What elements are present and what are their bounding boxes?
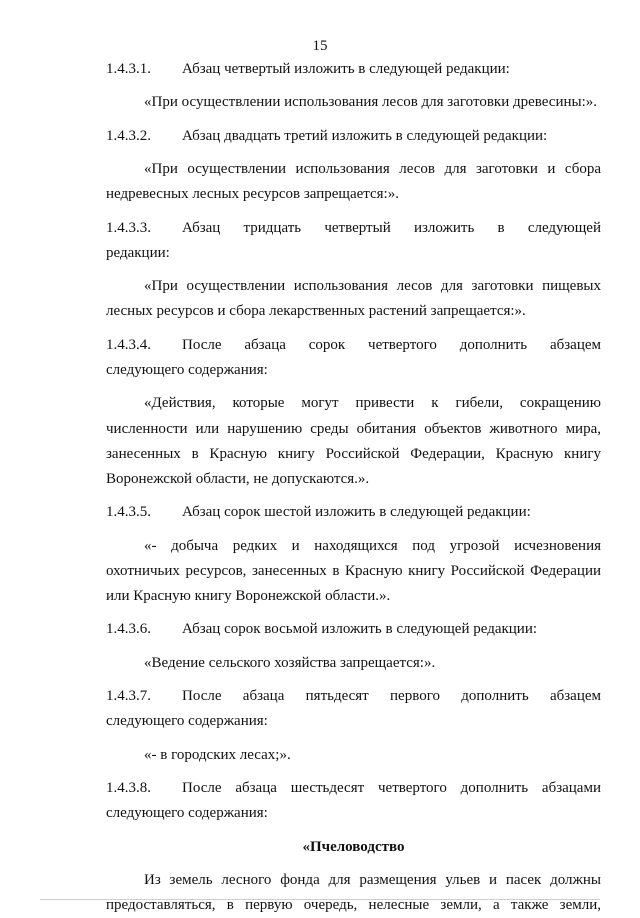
clause-1-4-3-5 bbox=[106, 500, 601, 525]
clause-continuation: редакции: bbox=[106, 244, 170, 261]
section-heading: «Пчеловодство bbox=[302, 838, 405, 855]
document-body bbox=[106, 57, 601, 918]
body-paragraph-line: предоставляться, в первую очередь, нелесные земли, а также земли, bbox=[106, 897, 601, 914]
quoted-paragraph-line: «- добыча редких и находящихся под угрозой исчезновения bbox=[144, 537, 601, 554]
scan-edge-line bbox=[40, 899, 600, 900]
quoted-paragraph-line: «Действия, которые могут привести к гибели, сокращению bbox=[144, 395, 601, 412]
body-paragraph-line: Из земель лесного фонда для размещения ульев и пасек должны bbox=[144, 872, 601, 889]
quoted-paragraph-line: «При осуществлении использования лесов для заготовки пищевых bbox=[144, 278, 601, 295]
page-number: 15 bbox=[312, 38, 328, 54]
clause-number: 1.4.3.1. bbox=[106, 61, 151, 77]
clause-number: 1.4.3.8. bbox=[106, 780, 151, 797]
clause-number: 1.4.3.2. bbox=[106, 127, 151, 144]
clause-number: 1.4.3.3. bbox=[106, 219, 151, 236]
clause-continuation: следующего содержания: bbox=[106, 362, 268, 378]
clause-text: Абзац тридцать четвертый изложить в следующей bbox=[182, 219, 601, 236]
quoted-paragraph-line: или Красную книгу Воронежской области.». bbox=[106, 588, 391, 605]
quoted-paragraph-line: занесенных в Красную книгу Российской Федерации, Красную книгу bbox=[106, 445, 601, 462]
quoted-paragraph: «Ведение сельского хозяйства запрещается:». bbox=[144, 654, 436, 671]
clause-text: Абзац четвертый изложить в следующей редакции: bbox=[182, 61, 510, 77]
clause-1-4-3-6 bbox=[106, 617, 601, 642]
clause-text: Абзац сорок восьмой изложить в следующей редакции: bbox=[182, 621, 538, 638]
clause-1-4-3-1 bbox=[106, 57, 601, 82]
clause-number: 1.4.3.4. bbox=[106, 336, 151, 353]
quoted-paragraph: «- в городских лесах;». bbox=[144, 746, 291, 763]
clause-text: Абзац двадцать третий изложить в следующей редакции: bbox=[182, 127, 548, 144]
clause-number: 1.4.3.5. bbox=[106, 504, 151, 521]
clause-continuation: следующего содержания: bbox=[106, 713, 268, 730]
clause-number: 1.4.3.7. bbox=[106, 688, 151, 705]
clause-text: После абзаца пятьдесят первого дополнить абзацем bbox=[182, 688, 601, 705]
quoted-paragraph-line: Воронежской области, не допускаются.». bbox=[106, 470, 370, 487]
clause-number: 1.4.3.6. bbox=[106, 621, 151, 638]
quoted-paragraph-line: численности или нарушению среды обитания объектов животного мира, bbox=[106, 420, 601, 437]
clause-1-4-3-3 bbox=[106, 216, 601, 241]
quoted-paragraph-line: лесных ресурсов и сбора лекарственных растений запрещается:». bbox=[106, 303, 526, 320]
clause-continuation: следующего содержания: bbox=[106, 805, 268, 822]
clause-text: После абзаца сорок четвертого дополнить абзацем bbox=[182, 336, 601, 353]
quoted-paragraph: «При осуществлении использования лесов для заготовки древесины:». bbox=[144, 94, 597, 111]
quoted-paragraph-line: охотничьих ресурсов, занесенных в Красную книгу Российской Федерации bbox=[106, 562, 601, 579]
clause-1-4-3-2 bbox=[106, 124, 601, 149]
clause-text: Абзац сорок шестой изложить в следующей редакции: bbox=[182, 504, 531, 521]
clause-1-4-3-4 bbox=[106, 333, 601, 358]
clause-text: После абзаца шестьдесят четвертого дополнить абзацами bbox=[182, 780, 601, 797]
clause-1-4-3-8 bbox=[106, 776, 601, 801]
quoted-paragraph-line: «При осуществлении использования лесов для заготовки и сбора bbox=[144, 161, 601, 178]
quoted-paragraph-line: недревесных лесных ресурсов запрещается:». bbox=[106, 186, 399, 203]
clause-1-4-3-7 bbox=[106, 684, 601, 709]
